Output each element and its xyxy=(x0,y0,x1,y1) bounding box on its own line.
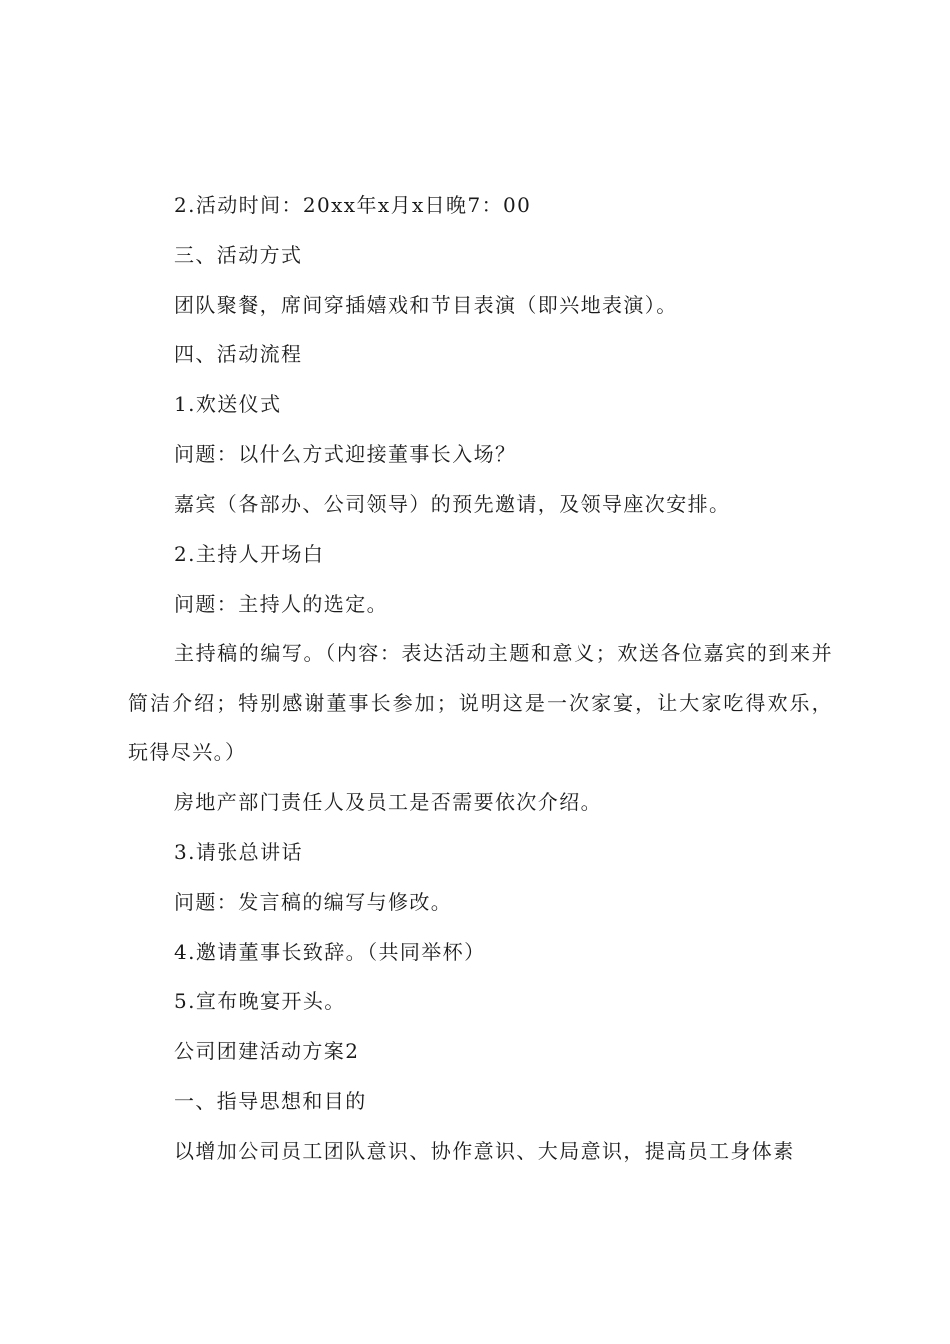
section-title-plan-2: 公司团建活动方案2 xyxy=(174,1039,360,1063)
paragraph-question-speech: 问题：发言稿的编写与修改。 xyxy=(174,890,453,914)
paragraph-chairman-toast: 4.邀请董事长致辞。（共同举杯） xyxy=(174,940,486,964)
paragraph-question-entrance: 问题：以什么方式迎接董事长入场？ xyxy=(174,442,517,466)
paragraph-guest-invitation: 嘉宾（各部办、公司领导）的预先邀请，及领导座次安排。 xyxy=(174,492,731,516)
paragraph-banquet-start: 5.宣布晚宴开头。 xyxy=(174,989,346,1013)
paragraph-purpose-detail: 以增加公司员工团队意识、协作意识、大局意识，提高员工身体素 xyxy=(174,1139,795,1163)
heading-activity-method: 三、活动方式 xyxy=(174,243,303,267)
paragraph-speech-zhang: 3.请张总讲话 xyxy=(174,840,303,864)
paragraph-host-opening: 2.主持人开场白 xyxy=(174,542,325,566)
paragraph-activity-time: 2.活动时间：20xx年x月x日晚7：00 xyxy=(174,193,532,217)
paragraph-method-detail: 团队聚餐，席间穿插嬉戏和节目表演（即兴地表演）。 xyxy=(174,293,678,317)
paragraph-staff-introduction: 房地产部门责任人及员工是否需要依次介绍。 xyxy=(174,790,602,814)
heading-activity-flow: 四、活动流程 xyxy=(174,342,303,366)
heading-guiding-purpose: 一、指导思想和目的 xyxy=(174,1089,367,1113)
paragraph-question-host: 问题：主持人的选定。 xyxy=(174,592,388,616)
paragraph-host-script: 主持稿的编写。（内容：表达活动主题和意义；欢送各位嘉宾的到来并简洁介绍；特别感谢董事长参加；说明这是一次家宴，让大家吃得欢乐，玩得尽兴。） xyxy=(128,641,833,764)
paragraph-farewell-ceremony: 1.欢送仪式 xyxy=(174,392,282,416)
